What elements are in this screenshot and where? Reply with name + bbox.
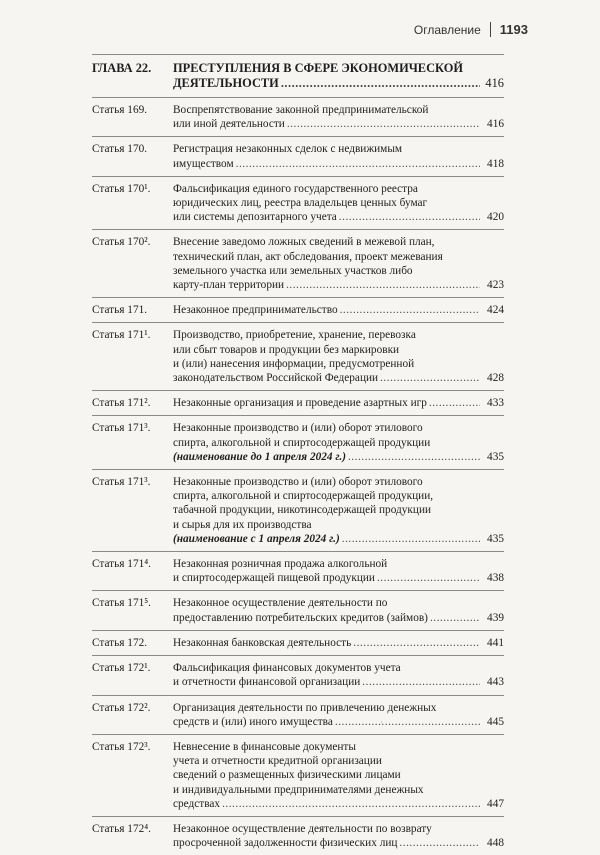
- article-page: 435: [487, 532, 504, 545]
- article-page: 416: [487, 118, 504, 131]
- article-label: Статья 172.: [92, 636, 148, 649]
- article-title-last-line: [173, 715, 504, 729]
- dot-leader: [380, 371, 480, 385]
- article-title: [173, 701, 504, 729]
- chapter-title: [173, 61, 504, 91]
- toc-entry[interactable]: [92, 230, 504, 297]
- article-title-last-line: [173, 117, 504, 131]
- article-title-last-line: [173, 571, 504, 585]
- article-title-last: просроченной задолженности физических лиц: [173, 837, 398, 850]
- article-title-last: предоставлению потребительских кредитов (займов): [173, 611, 428, 624]
- running-header: [414, 22, 528, 37]
- article-label: Статья 171³.: [92, 422, 151, 435]
- article-title-last-line: [173, 303, 504, 317]
- article-title-last: имуществом: [173, 157, 234, 170]
- article-page: 428: [487, 372, 504, 385]
- toc-entry[interactable]: [92, 298, 504, 322]
- toc-entry[interactable]: [92, 137, 504, 175]
- article-page: 420: [487, 211, 504, 224]
- article-title-lines: Фальсификация единого государственного реестра юридических лиц, реестра владельцев ценных бумаг: [173, 182, 428, 210]
- article-title-last-line: [173, 278, 504, 292]
- article-title-lines: Невнесение в финансовые документы учета и отчетности кредитной организации сведений о размещенных физическими лицами и индивидуальными предпринимателями денежных: [173, 740, 424, 796]
- article-label: Статья 172².: [92, 701, 151, 714]
- article-title: [173, 740, 504, 811]
- article-title-last-line: [173, 210, 504, 224]
- article-page: 441: [487, 636, 504, 649]
- article-page: 445: [487, 715, 504, 728]
- dot-leader: [430, 611, 480, 625]
- dot-leader: [236, 157, 480, 171]
- dot-leader: [340, 303, 480, 317]
- article-title-last-line: [173, 836, 504, 850]
- dot-leader: [287, 117, 480, 131]
- article-title: [173, 596, 504, 624]
- article-page: 433: [487, 397, 504, 410]
- article-title-lines: Незаконные производство и (или) оборот этилового спирта, алкогольной и спиртосодержащей продукции, табачной продукции, никотинсодержащей продукции и сырья для их производства: [173, 476, 434, 531]
- chapter-title-lines: ПРЕСТУПЛЕНИЯ В СФЕРЕ ЭКОНОМИЧЕСКОЙ: [173, 61, 463, 75]
- article-title-last: средствах: [173, 797, 221, 810]
- article-title-lines: Производство, приобретение, хранение, перевозка или сбыт товаров и продукции без маркировки и (или) нанесения информации, предусмотренной: [173, 329, 416, 370]
- running-header-section: Оглавление: [413, 22, 481, 37]
- article-title-last: Незаконные организация и проведение азартных игр: [173, 397, 427, 410]
- chapter-label: ГЛАВА 22.: [92, 61, 152, 75]
- running-header-page-number: 1193: [499, 22, 528, 37]
- table-of-contents: [92, 54, 504, 855]
- dot-leader: [222, 797, 480, 811]
- article-title-last: Незаконное предпринимательство: [173, 304, 338, 317]
- article-title-last: средств и (или) иного имущества: [173, 715, 333, 728]
- toc-entry[interactable]: [92, 735, 504, 816]
- article-title-lines: Незаконные производство и (или) оборот этилового спирта, алкогольной и спиртосодержащей продукции: [173, 422, 431, 449]
- dot-leader: [286, 278, 480, 292]
- article-title-last-line: [173, 636, 504, 650]
- article-title-last-line: [173, 611, 504, 625]
- dot-leader: [362, 675, 480, 689]
- toc-entry[interactable]: [92, 323, 504, 390]
- article-label: Статья 172³.: [92, 740, 151, 753]
- article-label: Статья 170.: [92, 143, 148, 156]
- article-page: 418: [487, 157, 504, 170]
- article-label: Статья 171¹.: [92, 329, 151, 342]
- article-title: [173, 822, 504, 850]
- toc-entry[interactable]: [92, 470, 504, 551]
- article-label: Статья 170¹.: [92, 182, 151, 195]
- article-page: 435: [487, 450, 504, 463]
- chapter-title-last-line: [173, 76, 504, 91]
- article-title-last-line: [173, 675, 504, 689]
- article-title: [173, 303, 504, 317]
- article-page: 447: [487, 797, 504, 810]
- article-title: [173, 557, 504, 585]
- article-title: [173, 661, 504, 689]
- article-title-last-line: [173, 450, 504, 464]
- article-page: 423: [487, 279, 504, 292]
- article-label: Статья 172⁴.: [92, 822, 151, 835]
- article-title-last: и спиртосодержащей пищевой продукции: [173, 572, 375, 585]
- print-mark: ˙: [380, 720, 383, 729]
- dot-leader: [353, 636, 480, 650]
- article-label: Статья 172¹.: [92, 662, 151, 675]
- article-title: [173, 396, 504, 410]
- article-page: 424: [487, 304, 504, 317]
- article-title-last: или иной деятельности: [173, 118, 285, 131]
- article-label: Статья 171².: [92, 397, 151, 410]
- article-title-last-line: [173, 371, 504, 385]
- dot-leader: [348, 450, 480, 464]
- article-title-lines: Фальсификация финансовых документов учета: [173, 662, 401, 675]
- article-label: Статья 171³.: [92, 476, 151, 489]
- toc-entry[interactable]: [92, 656, 504, 694]
- header-divider: [490, 22, 491, 37]
- dot-leader: [377, 571, 480, 585]
- article-note: (наименование с 1 апреля 2024 г.): [173, 532, 340, 545]
- toc-entry[interactable]: [92, 98, 504, 136]
- article-title-last-line: [173, 396, 504, 410]
- toc-entry[interactable]: [92, 631, 504, 655]
- article-title: [173, 182, 504, 225]
- dot-leader: [335, 715, 480, 729]
- toc-entries: [92, 97, 504, 855]
- article-title-last: законодательством Российской Федерации: [173, 372, 379, 385]
- article-label: Статья 171⁵.: [92, 597, 151, 610]
- toc-entry[interactable]: [92, 696, 504, 734]
- article-note: (наименование до 1 апреля 2024 г.): [173, 450, 346, 463]
- article-title: [173, 235, 504, 292]
- article-title-last: или системы депозитарного учета: [173, 211, 337, 224]
- article-title-lines: Регистрация незаконных сделок с недвижимым: [173, 143, 403, 156]
- dot-leader: [281, 76, 480, 91]
- dot-leader: [429, 396, 480, 410]
- article-title-lines: Незаконное осуществление деятельности по: [173, 597, 388, 610]
- article-page: 438: [487, 572, 504, 585]
- toc-entry[interactable]: [92, 817, 504, 855]
- toc-entry[interactable]: [92, 591, 504, 629]
- article-title-last-line: [173, 532, 504, 546]
- article-title-last: Незаконная банковская деятельность: [173, 636, 352, 649]
- dot-leader: [339, 210, 480, 224]
- article-page: 443: [487, 676, 504, 689]
- chapter-title-last: ДЕЯТЕЛЬНОСТИ: [173, 76, 279, 90]
- chapter-page: 416: [485, 76, 504, 90]
- toc-entry[interactable]: [92, 391, 504, 415]
- article-label: Статья 171⁴.: [92, 558, 151, 571]
- article-title-lines: Воспрепятствование законной предпринимательской: [173, 104, 429, 116]
- toc-entry[interactable]: [92, 416, 504, 469]
- article-title-lines: Незаконная розничная продажа алкогольной: [173, 558, 388, 571]
- article-page: 448: [487, 837, 504, 850]
- article-title-lines: Организация деятельности по привлечению денежных: [173, 701, 437, 714]
- article-title-last: и отчетности финансовой организации: [173, 676, 361, 689]
- toc-entry[interactable]: [92, 177, 504, 230]
- article-page: 439: [487, 611, 504, 624]
- dot-leader: [399, 836, 480, 850]
- article-title-last: карту-план территории: [173, 279, 285, 292]
- toc-entry[interactable]: [92, 552, 504, 590]
- dot-leader: [342, 532, 480, 546]
- article-title: [173, 475, 504, 546]
- article-title-lines: Незаконное осуществление деятельности по возврату: [173, 822, 432, 835]
- article-title-last-line: [173, 797, 504, 811]
- article-title: [173, 421, 504, 464]
- article-title: [173, 142, 504, 170]
- article-title-last-line: [173, 157, 504, 171]
- article-title: [173, 328, 504, 385]
- article-label: Статья 170².: [92, 236, 151, 249]
- article-label: Статья 171.: [92, 304, 148, 317]
- article-title: [173, 103, 504, 131]
- article-title: [173, 636, 504, 650]
- chapter-entry[interactable]: [92, 55, 504, 97]
- article-label: Статья 169.: [92, 104, 148, 116]
- article-title-lines: Внесение заведомо ложных сведений в межевой план, технический план, акт обследования, проект межевания земельного участка или земельных участков либо: [173, 236, 443, 277]
